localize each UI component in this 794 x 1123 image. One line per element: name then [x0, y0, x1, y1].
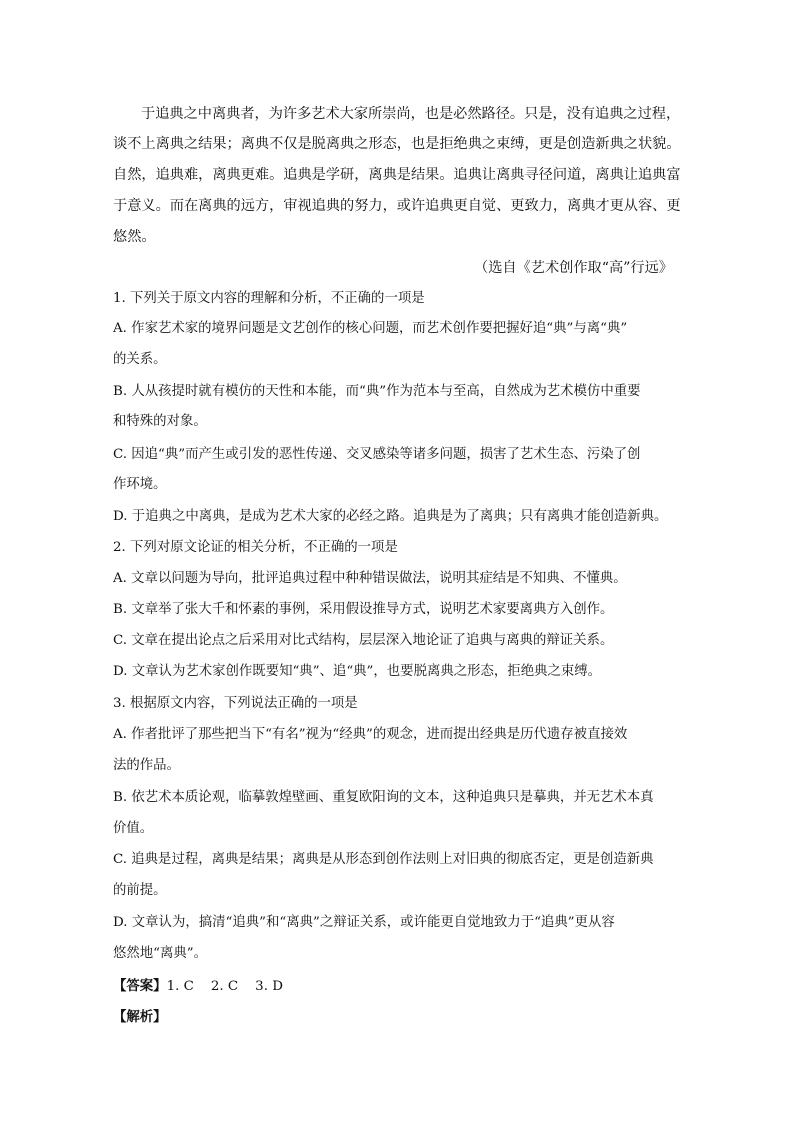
option-line: C. 因追“典”而产生或引发的恶性传递、交叉感染等诸多问题，损害了艺术生态、污染了创 [113, 447, 641, 462]
option-line: B. 文章举了张大千和怀素的事例，采用假设推导方式，说明艺术家要离典方入创作。 [113, 602, 614, 617]
option-line: A. 文章以问题为导向，批评追典过程中种种错误做法，说明其症结是不知典、不懂典。 [113, 571, 627, 586]
question-line: 2. 下列对原文论证的相关分析，不正确的一项是 [113, 540, 398, 555]
option-line: 和特殊的对象。 [113, 414, 207, 429]
option-line: 的关系。 [113, 352, 167, 367]
passage-line: 自然，追典难，离典更难。追典是学研，离典是结果。追典让离典寻径问道，离典让追典富 [113, 167, 681, 183]
passage-line: 于追典之中离典者，为许多艺术大家所崇尚，也是必然路径。只是，没有追典之过程， [141, 106, 681, 122]
option-line: 悠然地“离典”。 [113, 946, 208, 961]
option-line: D. 文章认为艺术家创作既要知“典”、追“典”，也要脱离典之形态，拒绝典之束缚。 [113, 664, 602, 679]
option-line: C. 文章在提出论点之后采用对比式结构，层层深入地论证了追典与离典的辩证关系。 [113, 633, 614, 648]
option-line: C. 追典是过程，离典是结果；离典是从形态到创作法则上对旧典的彻底否定，更是创造新典 [113, 852, 654, 867]
option-line: D. 于追典之中离典，是成为艺术大家的必经之路。追典是为了离典；只有离典才能创造新典。 [113, 509, 668, 524]
answer-line [113, 976, 693, 997]
option-line: 的前提。 [113, 883, 167, 898]
answer-label: 【答案】 [113, 978, 167, 994]
question-line: 3. 根据原文内容，下列说法正确的一项是 [113, 696, 358, 711]
option-line: A. 作家艺术家的境界问题是文艺创作的核心问题，而艺术创作要把握好追“典”与离“典” [113, 321, 628, 336]
option-line: B. 依艺术本质论观，临摹敦煌壁画、重复欧阳询的文本，这种追典只是摹典，并无艺术本真 [113, 790, 654, 805]
passage-line: 谈不上离典之结果；离典不仅是脱离典之形态，也是拒绝典之束缚，更是创造新典之状貌。 [113, 136, 681, 152]
question-line: 1. 下列关于原文内容的理解和分析，不正确的一项是 [113, 291, 425, 306]
option-line: D. 文章认为，搞清“追典”和“离典”之辩证关系，或许能更自觉地致力于“追典”更从容 [113, 915, 615, 930]
passage-line: 悠然。 [113, 229, 156, 245]
answer-values: 1. C 2. C 3. D [166, 979, 283, 994]
option-line: 作环境。 [113, 477, 167, 492]
passage-line: 于意义。而在离典的远方，审视追典的努力，或许追典更自觉、更致力，离典才更从容、更 [113, 198, 681, 214]
analysis-label: 【解析】 [113, 1009, 167, 1025]
option-line: 价值。 [113, 821, 154, 836]
source-citation: （选自《艺术创作取“高”行远》 [474, 260, 673, 276]
option-line: B. 人从孩提时就有模仿的天性和本能，而“典”作为范本与至高，自然成为艺术模仿中重要 [113, 384, 641, 399]
option-line: A. 作者批评了那些把当下“有名”视为“经典”的观念，进而提出经典是历代遗存被直接效 [113, 727, 628, 742]
analysis-line [113, 1007, 693, 1028]
option-line: 法的作品。 [113, 758, 180, 773]
